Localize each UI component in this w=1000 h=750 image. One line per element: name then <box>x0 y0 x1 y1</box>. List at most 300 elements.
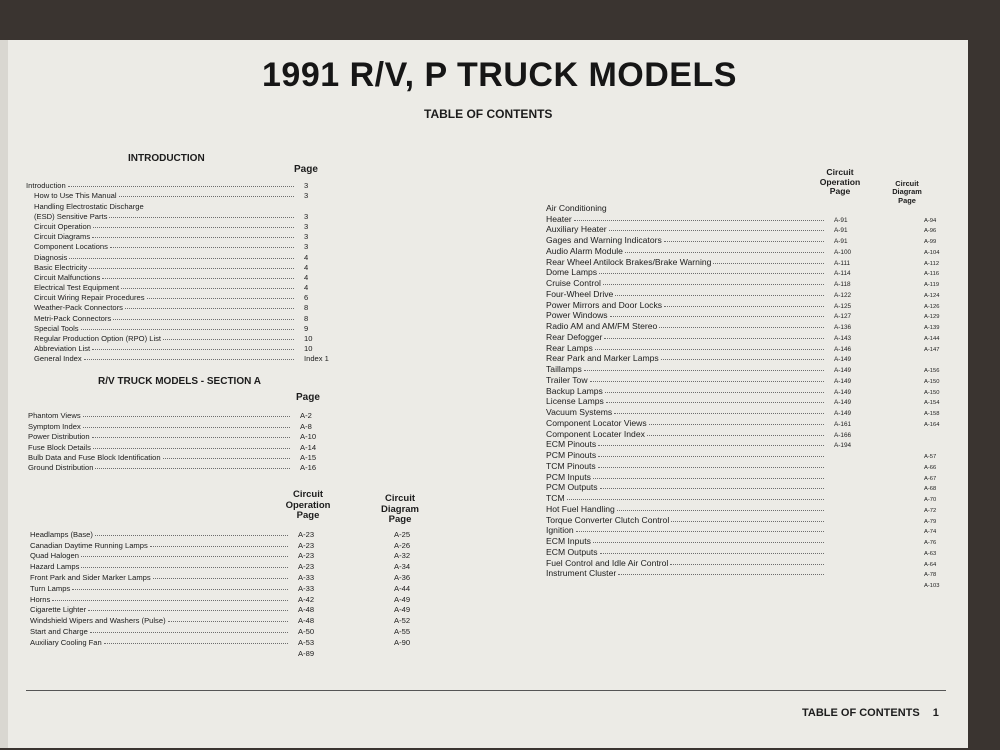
toc-page-number: 9 <box>304 323 309 333</box>
toc-entry-label: Air Conditioning <box>546 202 607 213</box>
right-diagram-header: Circuit Diagram Page <box>892 179 922 205</box>
toc-entry-label: Circuit Diagrams <box>34 232 91 242</box>
toc-row <box>26 292 324 302</box>
toc-page-number: 10 <box>304 334 313 343</box>
toc-entry-label: ECM Pinouts <box>546 439 597 450</box>
toc-entry-label: Power Mirrors and Door Locks <box>546 299 663 310</box>
toc-row <box>30 550 411 561</box>
toc-diagram-page-number: A-79 <box>924 518 937 525</box>
toc-page-number: A-161 <box>834 420 852 428</box>
toc-entry-label: Circuit Wiring Repair Procedures <box>34 293 145 303</box>
toc-row <box>26 262 324 272</box>
toc-row <box>28 452 328 462</box>
toc-row <box>26 241 324 251</box>
toc-diagram-page-number: A-94 <box>924 217 937 224</box>
toc-row <box>546 299 940 310</box>
toc-row <box>546 503 937 514</box>
toc-page-number: 10 <box>304 344 313 354</box>
toc-row <box>30 528 411 539</box>
toc-row <box>546 417 940 428</box>
toc-entry-label: Basic Electricity <box>34 262 88 272</box>
toc-leader <box>603 284 824 285</box>
toc-diagram-page-number: A-154 <box>924 400 940 407</box>
toc-leader <box>52 600 288 601</box>
toc-leader <box>598 445 824 446</box>
toc-row <box>30 625 411 636</box>
toc-row <box>546 482 937 493</box>
toc-entry-label: Vacuum Systems <box>546 407 613 417</box>
toc-page-number: A-15 <box>300 452 317 462</box>
right-operation-header: Circuit Operation Page <box>819 167 861 197</box>
toc-entry-label: General Index <box>34 354 82 364</box>
toc-row <box>546 213 937 224</box>
toc-leader <box>88 610 288 611</box>
toc-diagram-page-number: A-112 <box>924 260 940 267</box>
toc-row <box>546 245 940 256</box>
toc-page-number: A-125 <box>834 302 852 310</box>
toc-diagram-page-number: A-44 <box>394 583 411 593</box>
toc-entry-label: Front Park and Sider Marker Lamps <box>30 572 151 582</box>
toc-leader <box>574 220 824 221</box>
toc-page-number: 8 <box>304 313 309 323</box>
toc-entry-label: Special Tools <box>34 323 79 333</box>
toc-leader <box>150 546 288 547</box>
toc-diagram-page-number: A-156 <box>924 368 940 374</box>
toc-diagram-page-number: A-90 <box>394 637 411 647</box>
document-title: 1991 R/V, P TRUCK MODELS <box>262 56 737 94</box>
toc-leader <box>125 308 294 309</box>
toc-page-number: 6 <box>304 293 309 303</box>
toc-page-number: A-136 <box>834 324 852 331</box>
toc-page-number: 8 <box>304 303 309 313</box>
toc-row <box>30 614 411 626</box>
toc-entry-label: Rear Defogger <box>546 331 603 342</box>
toc-diagram-page-number: A-104 <box>924 249 940 256</box>
toc-leader <box>89 268 294 269</box>
toc-page-number: A-8 <box>300 421 312 431</box>
toc-leader <box>576 531 824 532</box>
toc-leader <box>664 306 824 307</box>
toc-entry-label: Fuse Block Details <box>28 442 91 452</box>
toc-leader <box>604 338 824 339</box>
toc-leader <box>119 196 294 197</box>
toc-page-number: A-122 <box>834 291 852 299</box>
toc-row <box>546 202 850 213</box>
toc-diagram-page-number: A-66 <box>924 464 937 471</box>
toc-leader <box>95 535 288 536</box>
toc-entry-label: PCM Pinouts <box>546 450 597 460</box>
toc-page-number: 3 <box>304 181 309 191</box>
toc-leader <box>163 339 294 340</box>
toc-entry-label: Gages and Warning Indicators <box>546 235 662 245</box>
document-subtitle: TABLE OF CONTENTS <box>424 107 553 121</box>
toc-entry-label: ECM Outputs <box>546 546 598 557</box>
toc-row <box>546 396 940 407</box>
toc-diagram-page-number: A-99 <box>924 239 937 245</box>
toc-page-number: A-149 <box>834 388 852 396</box>
toc-diagram-page-number: A-139 <box>924 325 940 331</box>
toc-leader <box>83 416 290 417</box>
toc-row <box>28 431 328 441</box>
toc-leader <box>661 359 824 360</box>
toc-entry-label: Auxiliary Cooling Fan <box>30 637 102 647</box>
toc-page-number: A-23 <box>298 551 315 561</box>
toc-diagram-page-number: A-52 <box>394 616 411 626</box>
toc-leader <box>600 488 824 489</box>
toc-entry-label: Four-Wheel Drive <box>546 288 614 299</box>
toc-row <box>30 571 411 582</box>
toc-leader <box>670 564 824 565</box>
toc-entry-label: License Lamps <box>546 396 604 407</box>
toc-page-number: A-48 <box>298 605 315 615</box>
toc-leader <box>104 643 288 644</box>
toc-row <box>30 560 411 572</box>
toc-row <box>26 353 329 364</box>
toc-row <box>546 363 940 374</box>
toc-leader <box>92 237 294 238</box>
toc-page-number: 3 <box>304 191 309 201</box>
toc-page-number: 3 <box>304 221 309 231</box>
toc-row <box>546 471 937 482</box>
toc-leader <box>109 217 294 218</box>
toc-page-number: 4 <box>304 262 309 272</box>
section-a-page-header: Page <box>296 392 320 403</box>
toc-row <box>546 234 937 245</box>
toc-leader <box>69 258 294 259</box>
toc-leader <box>81 556 288 557</box>
toc-leader <box>68 186 294 187</box>
toc-row <box>546 310 940 321</box>
toc-page-number: A-149 <box>834 356 852 364</box>
section-a-operation-header: Circuit Operation Page <box>285 489 331 522</box>
toc-leader <box>625 252 824 253</box>
toc-entry-label: Diagnosis <box>34 252 68 262</box>
toc-row <box>30 604 411 615</box>
toc-entry-label: PCM Outputs <box>546 482 598 493</box>
toc-entry-label: Symptom Index <box>28 421 81 431</box>
intro-heading: INTRODUCTION <box>128 153 205 164</box>
toc-page-number: A-149 <box>834 399 852 407</box>
toc-page-number: A-146 <box>834 345 852 353</box>
toc-leader <box>605 392 824 393</box>
toc-page-number: 3 <box>304 242 309 252</box>
toc-leader <box>121 288 294 289</box>
section-a-toc-list <box>28 410 328 472</box>
toc-page-number: 3 <box>304 211 309 221</box>
toc-page-number: 4 <box>304 272 309 282</box>
toc-row <box>28 462 328 472</box>
toc-page-number: A-91 <box>834 227 848 235</box>
toc-entry-label: Handling Electrostatic Discharge <box>34 201 144 211</box>
toc-entry-label: Component Locater Index <box>546 428 645 439</box>
toc-diagram-page-number: A-32 <box>394 551 411 561</box>
toc-diagram-page-number: A-126 <box>924 303 940 310</box>
toc-entry-label: Audio Alarm Module <box>546 245 623 256</box>
toc-leader <box>671 521 824 522</box>
toc-diagram-page-number: A-96 <box>924 228 937 235</box>
toc-entry-label: Circuit Malfunctions <box>34 272 101 282</box>
toc-entry-label: Turn Lamps <box>30 583 71 593</box>
toc-leader <box>610 316 824 317</box>
toc-entry-label: Ground Distribution <box>28 463 94 473</box>
toc-leader <box>614 413 824 414</box>
toc-diagram-page-number: A-116 <box>924 271 940 278</box>
toc-entry-label: PCM Inputs <box>546 471 591 482</box>
toc-row <box>26 180 324 190</box>
toc-entry-label: Hazard Lamps <box>30 562 80 572</box>
toc-row <box>30 647 330 658</box>
toc-diagram-page-number: A-34 <box>394 562 411 572</box>
toc-leader <box>84 359 294 360</box>
toc-diagram-page-number: A-76 <box>924 540 937 546</box>
toc-entry-label: TCM Pinouts <box>546 460 596 471</box>
toc-row <box>546 449 937 460</box>
toc-leader <box>92 349 294 350</box>
toc-page-number: A-143 <box>834 334 852 342</box>
toc-page-number: A-166 <box>834 431 852 439</box>
toc-row <box>546 224 937 235</box>
toc-page-number: A-23 <box>298 562 315 572</box>
toc-diagram-page-number: A-49 <box>394 605 411 615</box>
toc-leader <box>90 632 288 633</box>
toc-row <box>546 353 850 364</box>
toc-entry-label: Electrical Test Equipment <box>34 283 120 293</box>
toc-diagram-page-number: A-64 <box>924 561 937 568</box>
toc-entry-label: Phantom Views <box>28 411 81 421</box>
toc-page-number: A-2 <box>300 411 312 421</box>
toc-diagram-page-number: A-164 <box>924 421 940 428</box>
toc-row <box>26 231 324 241</box>
toc-diagram-page-number: A-147 <box>924 346 940 353</box>
toc-row <box>30 582 411 593</box>
toc-page-number: A-50 <box>298 626 315 636</box>
toc-row <box>546 514 937 525</box>
intro-page-header: Page <box>294 164 318 175</box>
toc-leader <box>659 327 824 328</box>
toc-page-number: A-23 <box>298 529 315 539</box>
toc-entry-label: Rear Lamps <box>546 342 593 353</box>
toc-entry-label: (ESD) Sensitive Parts <box>34 211 108 221</box>
toc-entry-label: Windshield Wipers and Washers (Pulse) <box>30 616 166 626</box>
toc-leader <box>598 456 824 457</box>
toc-diagram-page-number: A-67 <box>924 475 937 482</box>
toc-row <box>546 342 940 353</box>
toc-entry-label: Component Locations <box>34 242 108 252</box>
toc-page-number: A-89 <box>298 648 315 658</box>
toc-leader <box>93 448 290 449</box>
toc-row <box>546 374 940 385</box>
toc-row <box>26 282 324 292</box>
toc-leader <box>93 227 294 228</box>
toc-page-number: A-111 <box>834 259 851 267</box>
toc-page-number: A-14 <box>300 442 317 452</box>
toc-leader <box>102 278 294 279</box>
toc-diagram-page-number: A-129 <box>924 314 940 321</box>
toc-row <box>546 568 937 579</box>
toc-row <box>26 272 324 282</box>
toc-entry-label: Taillamps <box>546 364 582 374</box>
toc-entry-label: Ignition <box>546 525 574 536</box>
toc-row <box>26 190 324 200</box>
toc-row <box>26 323 324 333</box>
toc-leader <box>664 241 824 242</box>
toc-entry-label: Canadian Daytime Running Lamps <box>30 540 148 550</box>
toc-entry-label: Radio AM and AM/FM Stereo <box>546 321 658 331</box>
toc-entry-label: Fuel Control and Idle Air Control <box>546 557 669 568</box>
toc-leader <box>713 263 824 264</box>
toc-entry-label: Rear Wheel Antilock Brakes/Brake Warning <box>546 256 712 267</box>
toc-page-number: A-48 <box>298 616 315 626</box>
toc-entry-label: Horns <box>30 594 51 604</box>
toc-leader <box>649 424 824 425</box>
page-footer <box>802 707 939 719</box>
toc-row <box>28 410 328 420</box>
toc-row <box>546 385 940 396</box>
toc-row <box>546 557 937 568</box>
toc-row <box>26 221 324 231</box>
toc-entry-label: Weather-Pack Connectors <box>34 303 123 313</box>
toc-leader <box>599 273 824 274</box>
toc-row <box>30 539 411 550</box>
toc-leader <box>92 437 290 438</box>
toc-entry-label: Trailer Tow <box>546 374 588 385</box>
toc-diagram-page-number: A-158 <box>924 411 940 417</box>
toc-diagram-page-number: A-70 <box>924 497 937 503</box>
toc-leader <box>168 621 288 622</box>
toc-leader <box>609 230 824 231</box>
toc-entry-label: Torque Converter Clutch Control <box>546 514 670 525</box>
toc-page-number: A-149 <box>834 410 852 417</box>
toc-page-number: A-10 <box>300 432 317 442</box>
toc-leader <box>606 402 824 403</box>
toc-leader <box>81 329 294 330</box>
toc-entry-label: Auxiliary Heater <box>546 224 607 235</box>
toc-entry-label: Start and Charge <box>30 626 88 636</box>
toc-row <box>28 441 328 451</box>
section-a-circuit-list <box>30 528 411 658</box>
toc-entry-label: TCM <box>546 493 565 503</box>
toc-leader <box>163 458 290 459</box>
toc-row <box>546 578 940 589</box>
toc-leader <box>598 467 824 468</box>
toc-diagram-page-number: A-26 <box>394 540 411 550</box>
toc-page-number: A-118 <box>834 281 851 288</box>
toc-row <box>546 428 850 439</box>
toc-row <box>26 302 324 312</box>
toc-leader <box>81 567 288 568</box>
section-a-diagram-header: Circuit Diagram Page <box>380 493 419 526</box>
toc-row <box>546 267 940 278</box>
toc-page-number: A-149 <box>834 367 852 374</box>
toc-entry-label: Headlamps (Base) <box>30 529 93 539</box>
toc-row <box>546 439 850 450</box>
toc-diagram-page-number: A-57 <box>924 454 937 460</box>
toc-page-number: 3 <box>304 232 309 242</box>
toc-row <box>28 420 328 430</box>
toc-leader <box>595 349 824 350</box>
toc-leader <box>567 499 824 500</box>
toc-entry-label: ECM Inputs <box>546 536 591 546</box>
toc-entry-label: Component Locator Views <box>546 417 647 428</box>
toc-leader <box>590 381 824 382</box>
toc-row <box>546 525 937 536</box>
toc-entry-label: Hot Fuel Handling <box>546 503 615 514</box>
toc-row <box>546 256 940 267</box>
toc-leader <box>593 478 824 479</box>
toc-leader <box>593 542 824 543</box>
toc-diagram-page-number: A-119 <box>924 282 940 288</box>
toc-page-number: A-23 <box>298 540 315 550</box>
toc-diagram-page-number: A-124 <box>924 292 940 299</box>
toc-page-number: A-33 <box>298 572 315 582</box>
toc-diagram-page-number: A-63 <box>924 550 937 557</box>
toc-diagram-page-number: A-49 <box>394 594 411 604</box>
toc-page-number: A-100 <box>834 248 852 256</box>
toc-row <box>546 288 940 299</box>
toc-row <box>546 492 937 503</box>
toc-row <box>26 251 324 261</box>
toc-leader <box>617 510 824 511</box>
toc-diagram-page-number: A-36 <box>394 572 411 582</box>
toc-entry-label: Dome Lamps <box>546 267 598 278</box>
toc-entry-label: Power Distribution <box>28 432 90 442</box>
intro-toc-list <box>26 180 329 364</box>
toc-leader <box>153 578 288 579</box>
toc-entry-label: Quad Halogen <box>30 551 79 561</box>
toc-diagram-page-number: A-68 <box>924 486 937 493</box>
toc-leader <box>584 370 824 371</box>
toc-entry-label: Cruise Control <box>546 278 601 288</box>
toc-page-number: 4 <box>304 252 309 262</box>
toc-entry-label: Introduction <box>26 181 66 191</box>
toc-row <box>26 200 324 210</box>
toc-row <box>546 320 940 331</box>
toc-page-number: Index 1 <box>304 354 329 364</box>
toc-page-number: A-42 <box>298 594 315 604</box>
toc-entry-label: Regular Production Option (RPO) List <box>34 334 162 343</box>
footer-page-number: 1 <box>932 707 939 719</box>
toc-diagram-page-number: A-103 <box>924 583 940 589</box>
toc-diagram-page-number: A-144 <box>924 335 940 342</box>
toc-entry-label: Abbreviation List <box>34 344 91 354</box>
toc-leader <box>647 435 824 436</box>
footer-label: TABLE OF CONTENTS <box>802 707 920 719</box>
toc-page-number: A-16 <box>300 463 317 473</box>
section-a-heading: R/V TRUCK MODELS - SECTION A <box>98 376 261 387</box>
toc-diagram-page-number: A-150 <box>924 378 940 385</box>
toc-page-number: A-53 <box>298 637 315 647</box>
toc-leader <box>110 247 294 248</box>
toc-page-number: 4 <box>304 283 309 293</box>
toc-entry-label: Rear Park and Marker Lamps <box>546 353 659 364</box>
toc-leader <box>95 468 290 469</box>
toc-leader <box>600 553 824 554</box>
toc-row <box>30 636 411 647</box>
toc-leader <box>147 298 294 299</box>
toc-page-number: A-127 <box>834 313 852 321</box>
toc-page-number: A-91 <box>834 238 848 245</box>
toc-entry-label: Circuit Operation <box>34 221 91 231</box>
toc-row <box>26 333 324 343</box>
toc-diagram-page-number: A-150 <box>924 389 940 396</box>
toc-diagram-page-number: A-55 <box>394 626 411 636</box>
toc-leader <box>113 319 294 320</box>
toc-entry-label: Backup Lamps <box>546 385 603 396</box>
toc-diagram-page-number: A-25 <box>394 529 411 539</box>
toc-row <box>26 343 324 353</box>
toc-row <box>26 312 324 322</box>
toc-row <box>546 331 940 342</box>
